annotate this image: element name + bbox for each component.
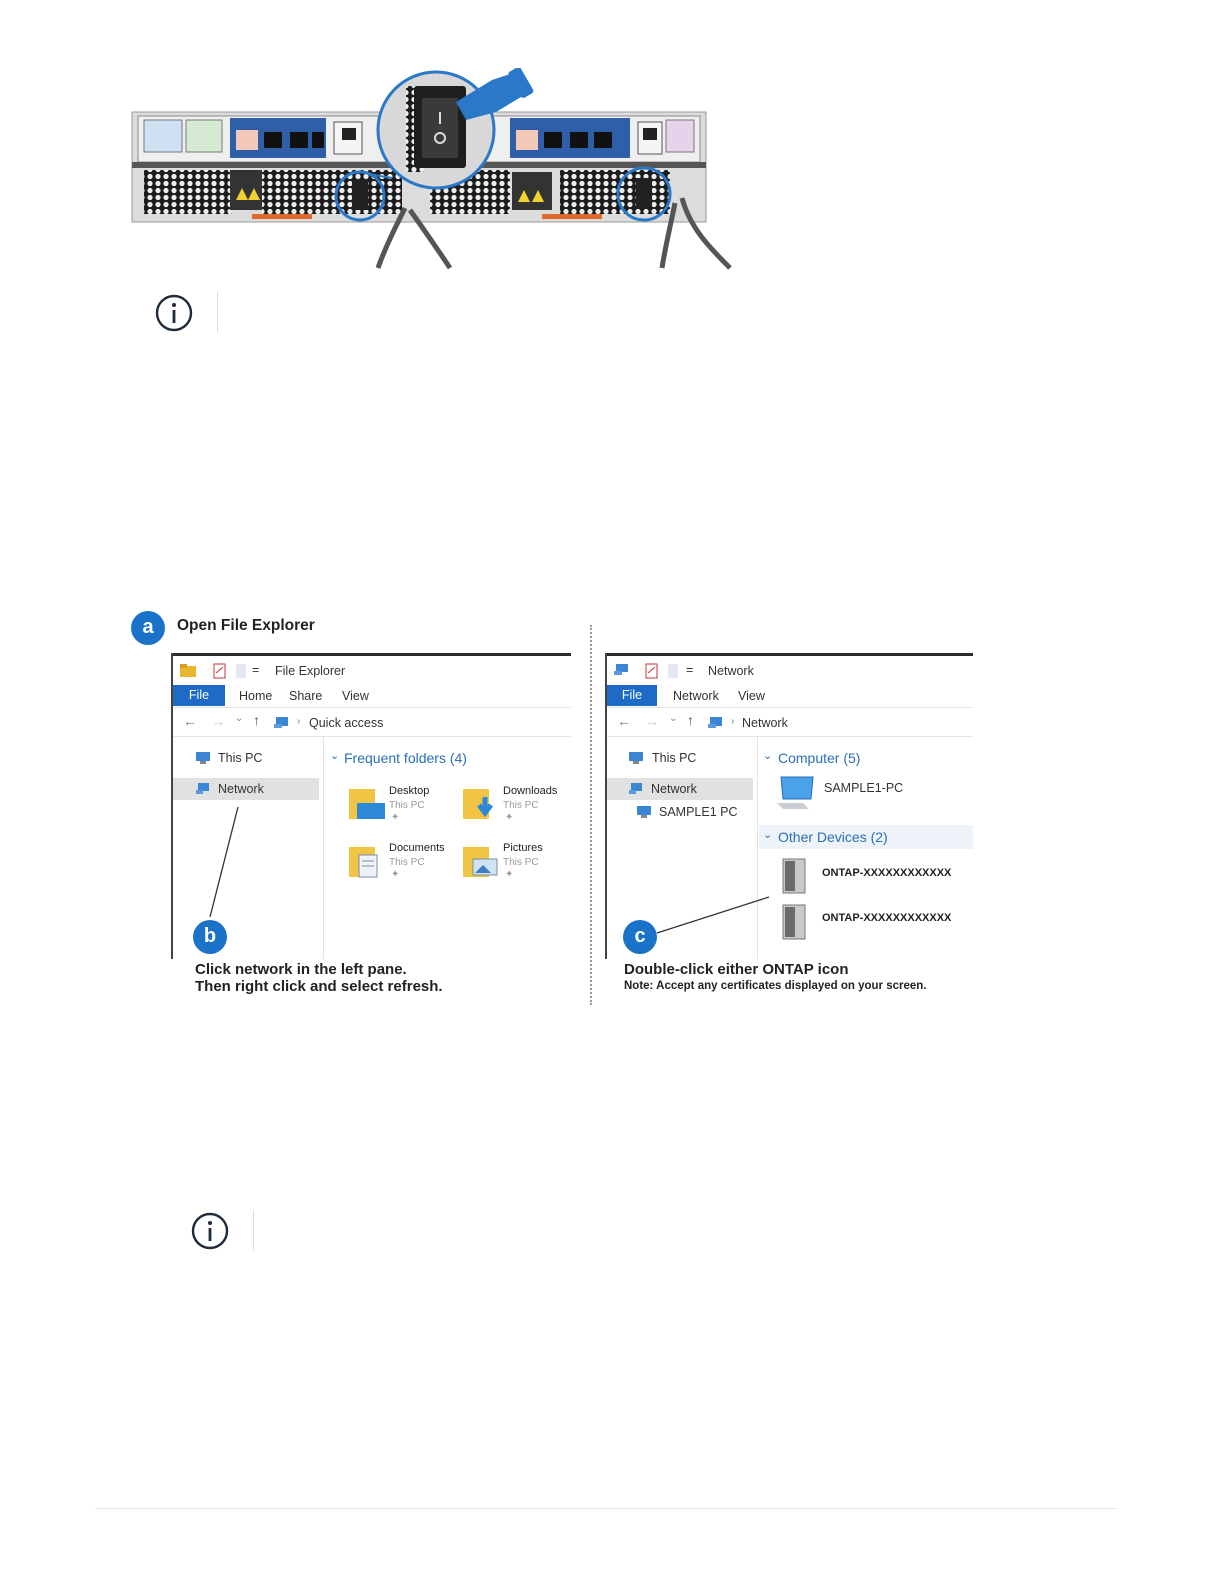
step-b-caption-line2: Then right click and select refresh.	[195, 978, 443, 995]
pictures-folder-icon[interactable]	[461, 841, 501, 881]
computer-icon	[636, 805, 652, 819]
right-nav-network[interactable]: Network	[651, 782, 697, 796]
new-folder-icon	[667, 663, 679, 679]
up-arrow-icon[interactable]: ↑	[687, 712, 694, 728]
right-ribbon-tab-network[interactable]: Network	[673, 689, 719, 703]
step-b-pointer-line	[203, 805, 243, 921]
folder-documents-sub: This PC	[389, 857, 425, 868]
note-divider	[217, 292, 218, 332]
address-chevron-icon: ›	[297, 716, 301, 727]
pin-icon: ✦	[391, 869, 400, 880]
other-devices-header[interactable]: Other Devices (2)	[778, 829, 888, 845]
left-address-rule	[173, 736, 571, 737]
this-pc-icon	[628, 751, 644, 765]
step-a-label: Open File Explorer	[177, 617, 315, 634]
folder-downloads-sub: This PC	[503, 800, 539, 811]
network-title-icon	[613, 663, 631, 677]
folder-icon	[179, 663, 199, 679]
right-nav-this-pc[interactable]: This PC	[652, 751, 697, 765]
note-divider	[253, 1210, 254, 1250]
properties-icon	[213, 663, 227, 679]
left-group-chevron-icon[interactable]: ⌄	[330, 750, 340, 762]
left-nav-this-pc[interactable]: This PC	[218, 751, 263, 765]
computer-group-chevron-icon[interactable]: ⌄	[763, 750, 773, 762]
folder-desktop-name[interactable]: Desktop	[389, 785, 430, 797]
step-c-badge: c	[623, 920, 657, 954]
info-circle-icon	[155, 294, 193, 332]
documents-folder-icon[interactable]	[347, 841, 387, 881]
pin-icon: ✦	[505, 869, 514, 880]
folder-documents-name[interactable]: Documents	[389, 842, 445, 854]
downloads-folder-icon[interactable]	[461, 783, 501, 823]
left-window-title: File Explorer	[275, 664, 346, 678]
left-nav-pane-divider	[323, 737, 324, 959]
left-ribbon-rule	[173, 707, 571, 708]
forward-arrow-icon[interactable]: →	[211, 713, 225, 729]
right-file-tab[interactable]: File	[607, 685, 657, 706]
step-b-caption-line1: Click network in the left pane.	[195, 961, 407, 978]
network-icon	[195, 782, 211, 796]
desktop-folder-icon[interactable]	[347, 783, 387, 823]
step-c-note: Note: Accept any certificates displayed on your screen.	[624, 980, 927, 992]
left-address[interactable]: Quick access	[309, 716, 384, 730]
right-window-title: Network	[708, 664, 754, 678]
ontap-device-2[interactable]: ONTAP-XXXXXXXXXXXX	[822, 912, 952, 924]
left-file-tab[interactable]: File	[173, 685, 225, 706]
right-ribbon-tab-view[interactable]: View	[738, 689, 765, 703]
right-ribbon-rule	[607, 707, 973, 708]
recent-chevron-icon[interactable]: ⌄	[235, 713, 244, 724]
devices-group-chevron-icon[interactable]: ⌄	[763, 829, 773, 841]
folder-pictures-sub: This PC	[503, 857, 539, 868]
server-icon[interactable]	[779, 903, 811, 943]
folder-pictures-name[interactable]: Pictures	[503, 842, 543, 854]
folder-desktop-sub: This PC	[389, 800, 425, 811]
right-nav-sample1-pc[interactable]: SAMPLE1 PC	[659, 805, 738, 819]
back-arrow-icon[interactable]: ←	[183, 713, 197, 729]
right-address-rule	[607, 736, 973, 737]
frequent-folders-header[interactable]: Frequent folders (4)	[344, 750, 467, 766]
controller-power-illustration	[130, 68, 740, 270]
left-ribbon-tab-view[interactable]: View	[342, 689, 369, 703]
left-ribbon-tab-share[interactable]: Share	[289, 689, 323, 703]
left-title-separator: =	[252, 663, 260, 677]
up-arrow-icon[interactable]: ↑	[253, 712, 260, 728]
folder-downloads-name[interactable]: Downloads	[503, 785, 558, 797]
recent-chevron-icon[interactable]: ⌄	[669, 713, 678, 724]
back-arrow-icon[interactable]: ←	[617, 713, 631, 729]
computer-group-header[interactable]: Computer (5)	[778, 750, 861, 766]
properties-icon	[645, 663, 659, 679]
computer-item-sample1-pc[interactable]: SAMPLE1-PC	[824, 781, 904, 795]
forward-arrow-icon[interactable]: →	[645, 713, 659, 729]
step-c-caption: Double-click either ONTAP icon	[624, 961, 849, 978]
left-nav-network[interactable]: Network	[218, 782, 264, 796]
network-icon	[628, 782, 644, 796]
new-folder-icon	[235, 663, 247, 679]
step-b-badge: b	[193, 920, 227, 954]
step-a-badge: a	[131, 611, 165, 645]
this-pc-icon	[195, 751, 211, 765]
pin-icon: ✦	[505, 812, 514, 823]
info-circle-icon	[191, 1212, 229, 1250]
controller-rear-panel-image	[130, 68, 740, 270]
right-title-separator: =	[686, 663, 694, 677]
quick-access-network-icon	[273, 715, 291, 729]
file-explorer-steps-figure	[125, 605, 985, 1010]
right-address[interactable]: Network	[742, 716, 788, 730]
address-network-icon	[707, 715, 725, 729]
ontap-device-1[interactable]: ONTAP-XXXXXXXXXXXX	[822, 867, 952, 879]
step-c-pointer-line	[655, 895, 771, 935]
pin-icon: ✦	[391, 812, 400, 823]
left-window-top-border	[171, 653, 571, 656]
address-chevron-icon: ›	[731, 716, 735, 727]
server-icon[interactable]	[779, 857, 811, 897]
computer-icon[interactable]	[773, 773, 819, 813]
right-window-top-border	[605, 653, 973, 656]
footer-rule	[95, 1508, 1117, 1509]
figure-dotted-separator	[590, 625, 592, 1005]
left-ribbon-tab-home[interactable]: Home	[239, 689, 273, 703]
